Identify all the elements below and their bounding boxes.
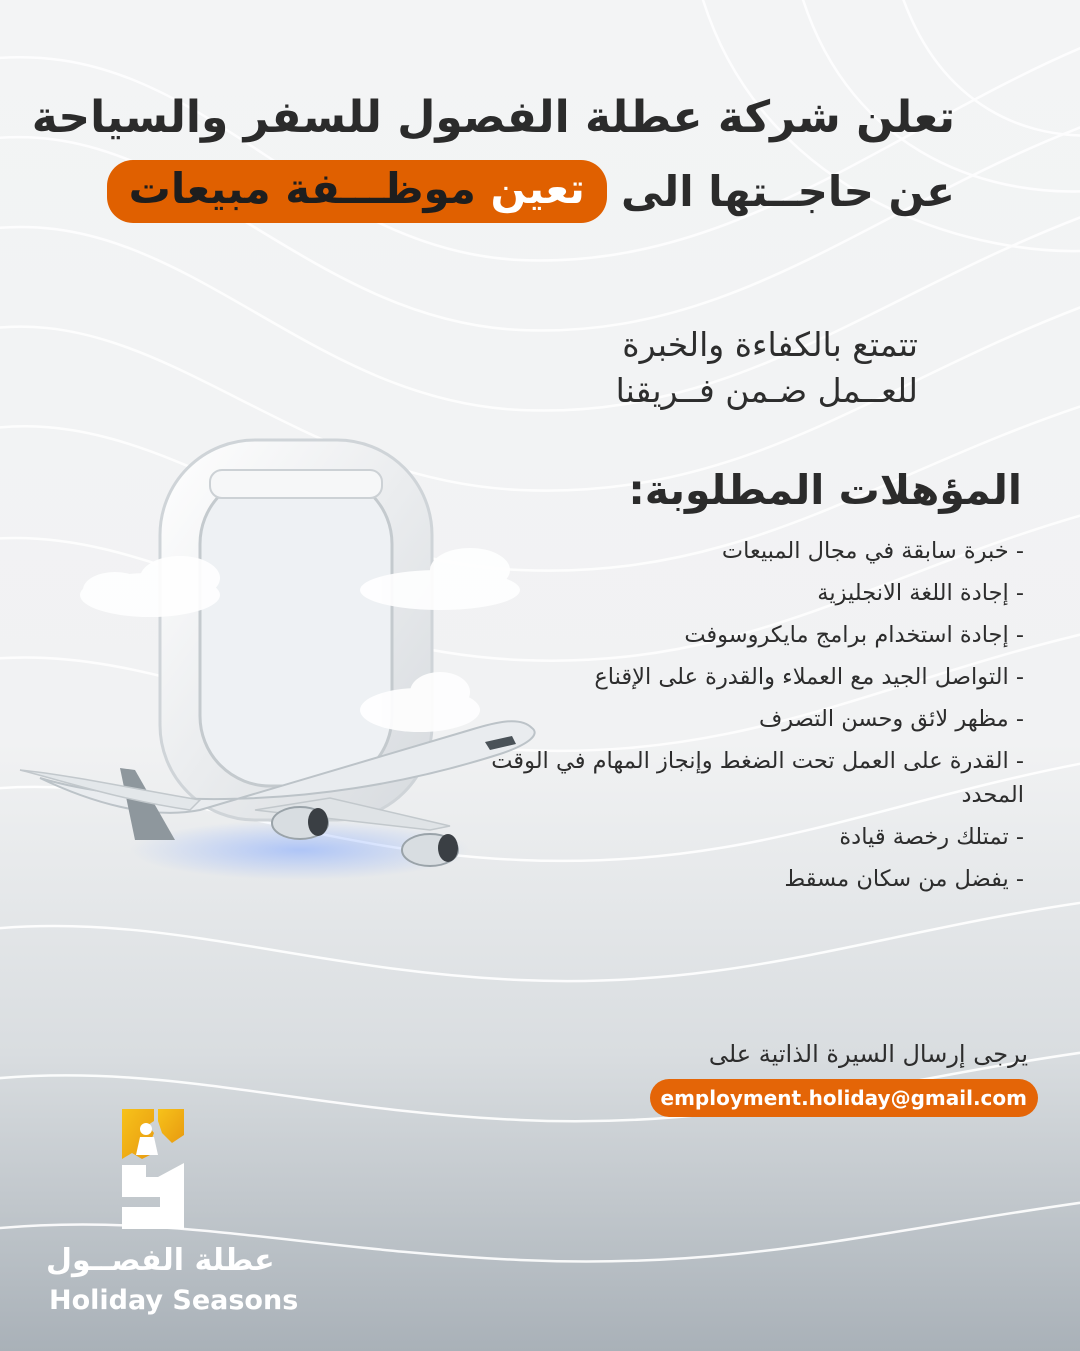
list-item: - التواصل الجيد مع العملاء والقدرة على الإقناع <box>594 664 1024 690</box>
headline-highlight-word: تعين <box>490 164 585 213</box>
headline-prefix: عن حاجــتها الى <box>620 167 955 216</box>
airplane-window-illustration <box>0 430 560 910</box>
list-item: - يفضل من سكان مسقط <box>784 866 1024 892</box>
qualifications-heading: المؤهلات المطلوبة: <box>628 466 1022 514</box>
cv-prompt: يرجى إرسال السيرة الذاتية على <box>708 1040 1028 1068</box>
intro-line-2: للعــمل ضـمن فــريقنا <box>615 371 918 410</box>
logo-name-english: Holiday Seasons <box>49 1285 299 1316</box>
list-item: - إجادة اللغة الانجليزية <box>817 580 1024 606</box>
list-item: - إجادة استخدام برامج مايكروسوفت <box>684 622 1024 648</box>
holiday-seasons-logo-icon <box>118 1103 188 1233</box>
email-link[interactable]: employment.holiday@gmail.com <box>650 1079 1038 1117</box>
list-item: - تمتلك رخصة قيادة <box>839 824 1024 850</box>
list-item: - مظهر لائق وحسن التصرف <box>758 706 1024 732</box>
intro-line-1: تتمتع بالكفاءة والخبرة <box>622 325 918 364</box>
headline-line-2 <box>107 160 955 223</box>
headline-line-1: تعلن شركة عطلة الفصول للسفر والسياحة <box>31 92 955 143</box>
list-item: - القدرة على العمل تحت الضغط وإنجاز المهام في الوقت المحدد <box>491 748 1024 808</box>
logo-name-arabic: عطلة الفصــول <box>46 1243 275 1278</box>
headline-highlight-pill <box>107 160 607 223</box>
qualifications-list <box>484 534 1024 904</box>
intro-text <box>616 322 918 414</box>
headline-pill-rest: موظـــفة مبيعات <box>128 164 476 213</box>
list-item: - خبرة سابقة في مجال المبيعات <box>721 538 1024 564</box>
